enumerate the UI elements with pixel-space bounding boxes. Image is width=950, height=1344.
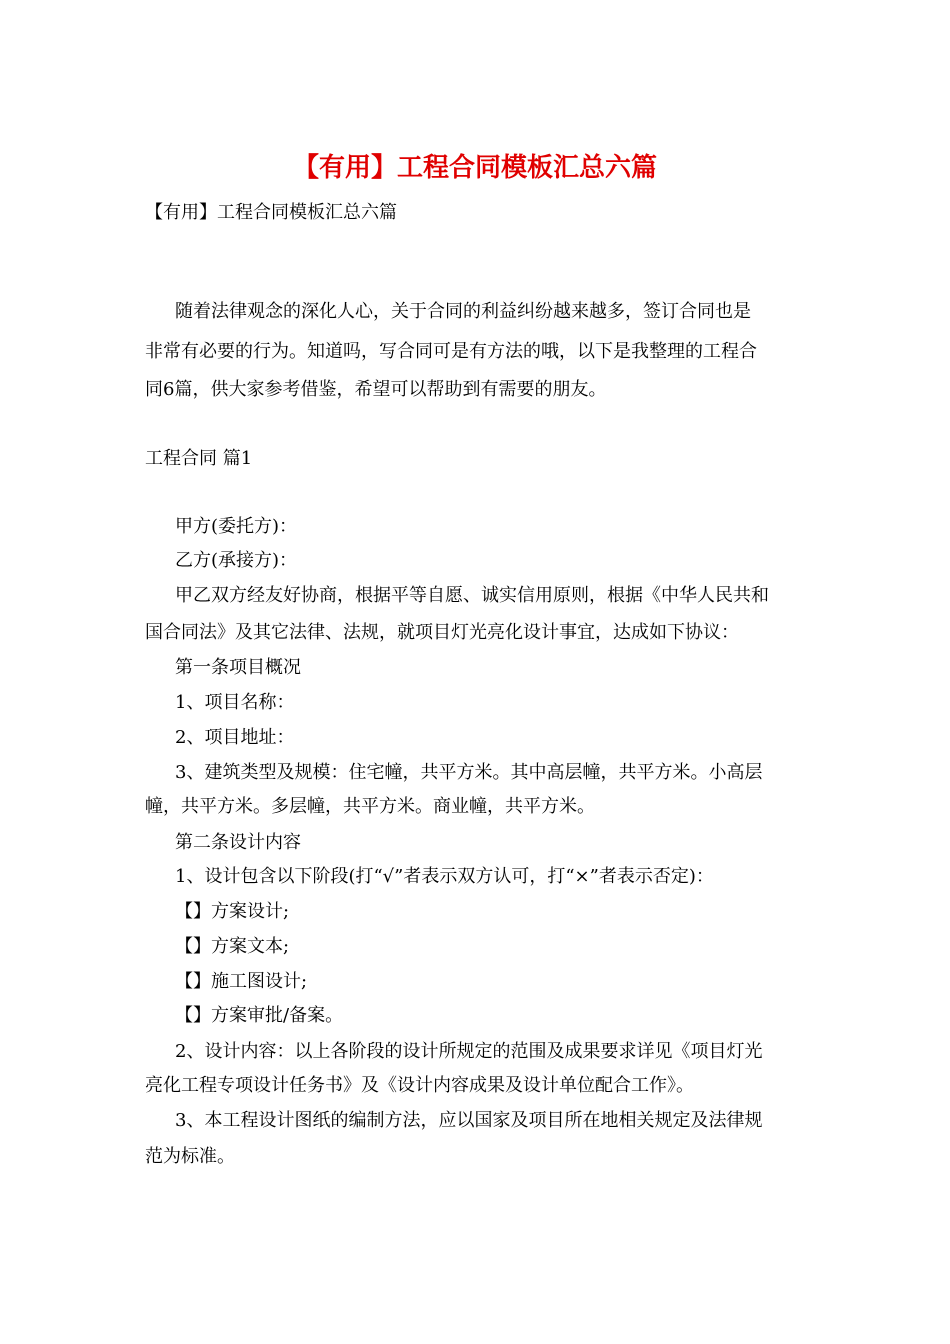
body-line: 第二条设计内容: [175, 832, 301, 853]
document-subtitle: 【有用】工程合同模板汇总六篇: [145, 202, 397, 223]
body-line: 亮化工程专项设计任务书》及《设计内容成果及设计单位配合工作》。: [145, 1075, 694, 1096]
body-line: 3、本工程设计图纸的编制方法，应以国家及项目所在地相关规定及法律规: [175, 1110, 763, 1131]
body-line: 2、项目地址：: [175, 727, 295, 748]
intro-line: 同6篇，供大家参考借鉴，希望可以帮助到有需要的朋友。: [145, 379, 607, 400]
checkbox-item: 【】施工图设计;: [175, 971, 308, 992]
body-line: 3、建筑类型及规模：住宅幢，共平方米。其中高层幢，共平方米。小高层: [175, 762, 763, 783]
body-line: 国合同法》及其它法律、法规，就项目灯光亮化设计事宜，达成如下协议：: [145, 622, 739, 643]
intro-line: 随着法律观念的深化人心，关于合同的利益纠纷越来越多，签订合同也是: [175, 301, 751, 322]
checkbox-item: 【】方案文本;: [175, 936, 290, 957]
body-line: 第一条项目概况: [175, 657, 301, 678]
document-title: 【有用】工程合同模板汇总六篇: [292, 153, 657, 183]
body-line: 1、设计包含以下阶段(打“√”者表示双方认可，打“×”者表示否定)：: [175, 866, 714, 887]
checkbox-item: 【】方案设计;: [175, 901, 290, 922]
checkbox-item: 【】方案审批/备案。: [175, 1005, 344, 1026]
body-line: 幢，共平方米。多层幢，共平方米。商业幢，共平方米。: [145, 796, 595, 817]
body-line: 1、项目名称：: [175, 692, 295, 713]
body-line: 2、设计内容：以上各阶段的设计所规定的范围及成果要求详见《项目灯光: [175, 1041, 763, 1062]
section-heading: 工程合同 篇1: [145, 448, 253, 469]
body-line: 范为标准。: [145, 1146, 235, 1167]
body-line: 甲方(委托方)：: [175, 516, 298, 537]
intro-line: 非常有必要的行为。知道吗，写合同可是有方法的哦，以下是我整理的工程合: [145, 341, 757, 362]
body-line: 甲乙双方经友好协商，根据平等自愿、诚实信用原则，根据《中华人民共和: [175, 585, 769, 606]
body-line: 乙方(承接方)：: [175, 550, 298, 571]
